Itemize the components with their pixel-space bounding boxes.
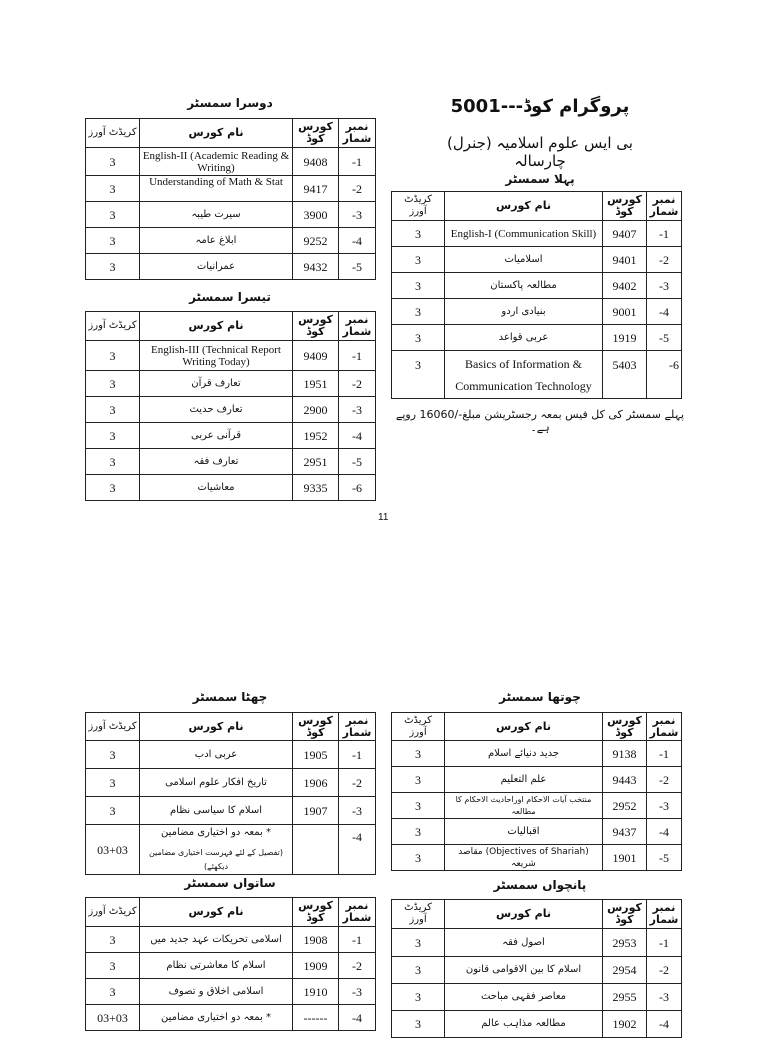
credit-cell: 3 xyxy=(392,767,445,793)
course-name-cell: English-III (Technical Report Writing Today) xyxy=(140,341,293,371)
course-code-cell: 9402 xyxy=(603,273,647,299)
header-credit: کریڈٹ آورز xyxy=(392,713,445,741)
serial-cell: -3 xyxy=(339,202,376,228)
course-name-cell: اسلامی اخلاق و تصوف xyxy=(140,979,293,1005)
header-credit: کریڈٹ آورز xyxy=(392,192,445,221)
serial-cell: -3 xyxy=(339,797,376,825)
serial-cell: -1 xyxy=(339,741,376,769)
header-course-name: نام کورس xyxy=(445,192,603,221)
credit-cell: 3 xyxy=(392,845,445,871)
credit-cell: 3 xyxy=(86,475,140,501)
credit-cell: 3 xyxy=(86,953,140,979)
course-name-cell: عربی قواعد xyxy=(445,325,603,351)
course-code-cell: 1901 xyxy=(603,845,647,871)
course-name-cell: اسلامیات xyxy=(445,247,603,273)
course-name-cell: معاشیات xyxy=(140,475,293,501)
course-name-cell: تعارف قرآن xyxy=(140,371,293,397)
course-code-cell: 9437 xyxy=(603,819,647,845)
semester-1-table xyxy=(391,191,682,399)
credit-cell: 3 xyxy=(392,299,445,325)
serial-cell: -3 xyxy=(647,273,682,299)
header-course-name: نام کورس xyxy=(445,713,603,741)
course-code-cell: 1919 xyxy=(603,325,647,351)
course-name-cell: تاریخ افکار علوم اسلامی xyxy=(140,769,293,797)
course-name-cell: مطالعہ مذاہب عالم xyxy=(445,1011,603,1038)
serial-cell: -2 xyxy=(647,767,682,793)
serial-cell: -5 xyxy=(647,845,682,871)
course-name-cell: English-II (Academic Reading & Writing) xyxy=(140,148,293,176)
header-credit: کریڈٹ آورز xyxy=(86,898,140,927)
serial-cell: -5 xyxy=(339,449,376,475)
header-course-name: نام کورس xyxy=(140,312,293,341)
serial-cell: -3 xyxy=(339,979,376,1005)
credit-cell: 3 xyxy=(86,148,140,176)
course-name-cell: اسلام کا معاشرتی نظام xyxy=(140,953,293,979)
serial-cell: -1 xyxy=(647,929,682,957)
header-course-code: کورس کوڈ xyxy=(603,900,647,929)
credit-cell: 3 xyxy=(86,341,140,371)
course-code-cell: 1902 xyxy=(603,1011,647,1038)
header-serial: نمبر شمار xyxy=(339,119,376,148)
course-name-cell: اسلام کا بین الاقوامی قانون xyxy=(445,957,603,984)
semester-4-title: چوتھا سمسٹر xyxy=(499,690,581,704)
credit-cell: 3 xyxy=(86,927,140,953)
course-code-cell: 2955 xyxy=(603,984,647,1011)
header-credit: کریڈٹ آورز xyxy=(392,900,445,929)
course-name-cell: منتخب آیات الاحکام اوراحادیث الاحکام کا مطالعہ xyxy=(445,793,603,819)
course-code-cell: 1951 xyxy=(293,371,339,397)
course-name-cell: سیرت طیبہ xyxy=(140,202,293,228)
course-code-cell: 9001 xyxy=(603,299,647,325)
course-code-cell: 9335 xyxy=(293,475,339,501)
course-name-cell: Understanding of Math & Stat xyxy=(140,176,293,202)
credit-cell: 3 xyxy=(86,741,140,769)
course-name-cell: جدید دنیائے اسلام xyxy=(445,741,603,767)
elective-detail-note: (تفصیل کے لئے فہرست اختیاری مضامین دیکھئے) xyxy=(148,847,284,871)
serial-cell: -6 xyxy=(647,351,682,399)
course-name-cell: مطالعہ پاکستان xyxy=(445,273,603,299)
credit-cell: 3 xyxy=(392,984,445,1011)
serial-cell: -5 xyxy=(647,325,682,351)
course-code-cell: 9407 xyxy=(603,221,647,247)
course-name-cell: اسلامی تحریکات عہد جدید میں xyxy=(140,927,293,953)
program-name: بی ایس علوم اسلامیہ (جنرل) چارسالہ xyxy=(447,134,633,170)
serial-cell: -2 xyxy=(339,176,376,202)
semester-4-table xyxy=(391,712,682,871)
semester-7-title: ساتواں سمسٹر xyxy=(184,876,276,890)
semester-1-fee-note: پہلے سمسٹر کی کل فیس بمعہ رجسٹریشن مبلغ-/16060 روپے ہے۔ xyxy=(395,408,685,434)
serial-cell: -4 xyxy=(339,1005,376,1031)
header-course-code: کورس کوڈ xyxy=(293,312,339,341)
semester-6-table xyxy=(85,712,376,875)
credit-cell: 3 xyxy=(86,202,140,228)
serial-cell: -1 xyxy=(339,927,376,953)
credit-cell: 3 xyxy=(392,221,445,247)
semester-7-table xyxy=(85,897,376,1031)
course-name-cell: تعارف فقہ xyxy=(140,449,293,475)
serial-cell: -5 xyxy=(339,254,376,280)
credit-cell: 3 xyxy=(392,351,445,399)
program-code-title: پروگرام کوڈ---5001 xyxy=(450,96,630,117)
credit-cell: 3 xyxy=(392,957,445,984)
credit-cell: 3 xyxy=(86,228,140,254)
credit-cell: 3 xyxy=(86,769,140,797)
course-code-cell: 1910 xyxy=(293,979,339,1005)
header-course-code: کورس کوڈ xyxy=(603,192,647,221)
course-code-cell: 2951 xyxy=(293,449,339,475)
serial-cell: -1 xyxy=(647,741,682,767)
credit-cell: 3 xyxy=(86,797,140,825)
course-code-cell xyxy=(293,825,339,875)
course-code-cell: 9417 xyxy=(293,176,339,202)
elective-note: * بمعہ دو اختیاری مضامین xyxy=(160,826,271,838)
course-name-cell: Basics of Information & Communication Technology xyxy=(445,351,603,399)
serial-cell: -4 xyxy=(339,825,376,875)
course-code-cell: 1906 xyxy=(293,769,339,797)
credit-cell: 3 xyxy=(392,273,445,299)
serial-cell: -2 xyxy=(339,953,376,979)
serial-cell: -2 xyxy=(339,769,376,797)
course-name-cell: (Objectives of Shariah) مقاصد شریعہ xyxy=(445,845,603,871)
course-code-cell: 9408 xyxy=(293,148,339,176)
course-code-cell: 1952 xyxy=(293,423,339,449)
credit-cell: 3 xyxy=(86,254,140,280)
header-credit: کریڈٹ آورز xyxy=(86,119,140,148)
serial-cell: -6 xyxy=(339,475,376,501)
credit-cell: 3 xyxy=(392,793,445,819)
serial-cell: -2 xyxy=(647,957,682,984)
course-code-cell: 9409 xyxy=(293,341,339,371)
course-code-cell: 2952 xyxy=(603,793,647,819)
semester-3-table xyxy=(85,311,376,501)
header-course-name: نام کورس xyxy=(140,713,293,741)
course-name-cell: ابلاغ عامہ xyxy=(140,228,293,254)
semester-6-title: چھٹا سمسٹر xyxy=(192,690,268,704)
course-name-cell xyxy=(140,825,293,875)
semester-5-title: پانچواں سمسٹر xyxy=(493,878,587,892)
header-serial: نمبر شمار xyxy=(647,900,682,929)
serial-cell: -4 xyxy=(339,423,376,449)
course-code-cell: 2953 xyxy=(603,929,647,957)
serial-cell: -1 xyxy=(647,221,682,247)
credit-cell: 3 xyxy=(392,1011,445,1038)
credit-cell: 3 xyxy=(86,449,140,475)
serial-cell: -3 xyxy=(647,984,682,1011)
course-code-cell: 5403 xyxy=(603,351,647,399)
course-code-cell: 9443 xyxy=(603,767,647,793)
serial-cell: -1 xyxy=(339,341,376,371)
course-code-cell: ------ xyxy=(293,1005,339,1031)
header-course-code: کورس کوڈ xyxy=(293,119,339,148)
serial-cell: -4 xyxy=(647,819,682,845)
serial-cell: -4 xyxy=(339,228,376,254)
header-course-name: نام کورس xyxy=(140,898,293,927)
course-name-cell: معاصر فقہی مباحث xyxy=(445,984,603,1011)
serial-cell: -4 xyxy=(647,1011,682,1038)
serial-cell: -4 xyxy=(647,299,682,325)
header-course-code: کورس کوڈ xyxy=(603,713,647,741)
header-serial: نمبر شمار xyxy=(647,192,682,221)
header-serial: نمبر شمار xyxy=(339,312,376,341)
course-name-cell: اصول فقہ xyxy=(445,929,603,957)
semester-2-title: دوسرا سمسٹر xyxy=(187,96,273,110)
course-name-cell: بنیادی اردو xyxy=(445,299,603,325)
semester-5-table xyxy=(391,899,682,1038)
header-serial: نمبر شمار xyxy=(647,713,682,741)
serial-cell: -2 xyxy=(339,371,376,397)
course-name-cell: اسلام کا سیاسی نظام xyxy=(140,797,293,825)
serial-cell: -3 xyxy=(339,397,376,423)
credit-cell: 3 xyxy=(392,247,445,273)
course-code-cell: 2900 xyxy=(293,397,339,423)
course-code-cell: 9138 xyxy=(603,741,647,767)
course-name-cell: English-I (Communication Skill) xyxy=(445,221,603,247)
course-code-cell: 3900 xyxy=(293,202,339,228)
course-name-cell: علم التعلیم xyxy=(445,767,603,793)
course-code-cell: 1907 xyxy=(293,797,339,825)
course-name-cell: قرآنی عربی xyxy=(140,423,293,449)
credit-cell: 3 xyxy=(392,741,445,767)
serial-cell: -1 xyxy=(339,148,376,176)
credit-cell: 3 xyxy=(86,397,140,423)
credit-cell: 3 xyxy=(86,371,140,397)
credit-cell: 03+03 xyxy=(86,825,140,875)
header-course-code: کورس کوڈ xyxy=(293,713,339,741)
course-code-cell: 9432 xyxy=(293,254,339,280)
header-course-name: نام کورس xyxy=(140,119,293,148)
course-code-cell: 2954 xyxy=(603,957,647,984)
credit-cell: 03+03 xyxy=(86,1005,140,1031)
course-code-cell: 9401 xyxy=(603,247,647,273)
course-code-cell: 1905 xyxy=(293,741,339,769)
course-name-cell: * بمعہ دو اختیاری مضامین xyxy=(140,1005,293,1031)
credit-cell: 3 xyxy=(392,819,445,845)
course-name-cell: تعارف حدیث xyxy=(140,397,293,423)
course-code-cell: 1908 xyxy=(293,927,339,953)
header-credit: کریڈٹ آورز xyxy=(86,312,140,341)
serial-cell: -2 xyxy=(647,247,682,273)
credit-cell: 3 xyxy=(86,176,140,202)
header-course-code: کورس کوڈ xyxy=(293,898,339,927)
page-number: 11 xyxy=(378,512,389,523)
header-course-name: نام کورس xyxy=(445,900,603,929)
credit-cell: 3 xyxy=(86,423,140,449)
course-name-cell: عمرانیات xyxy=(140,254,293,280)
credit-cell: 3 xyxy=(392,929,445,957)
semester-2-table xyxy=(85,118,376,280)
serial-cell: -3 xyxy=(647,793,682,819)
semester-3-title: تیسرا سمسٹر xyxy=(189,290,271,304)
header-serial: نمبر شمار xyxy=(339,713,376,741)
credit-cell: 3 xyxy=(86,979,140,1005)
course-name-cell: عربی ادب xyxy=(140,741,293,769)
semester-1-title: پہلا سمسٹر xyxy=(505,172,575,186)
credit-cell: 3 xyxy=(392,325,445,351)
course-code-cell: 9252 xyxy=(293,228,339,254)
header-credit: کریڈٹ آورز xyxy=(86,713,140,741)
course-code-cell: 1909 xyxy=(293,953,339,979)
course-name-cell: اقبالیات xyxy=(445,819,603,845)
header-serial: نمبر شمار xyxy=(339,898,376,927)
